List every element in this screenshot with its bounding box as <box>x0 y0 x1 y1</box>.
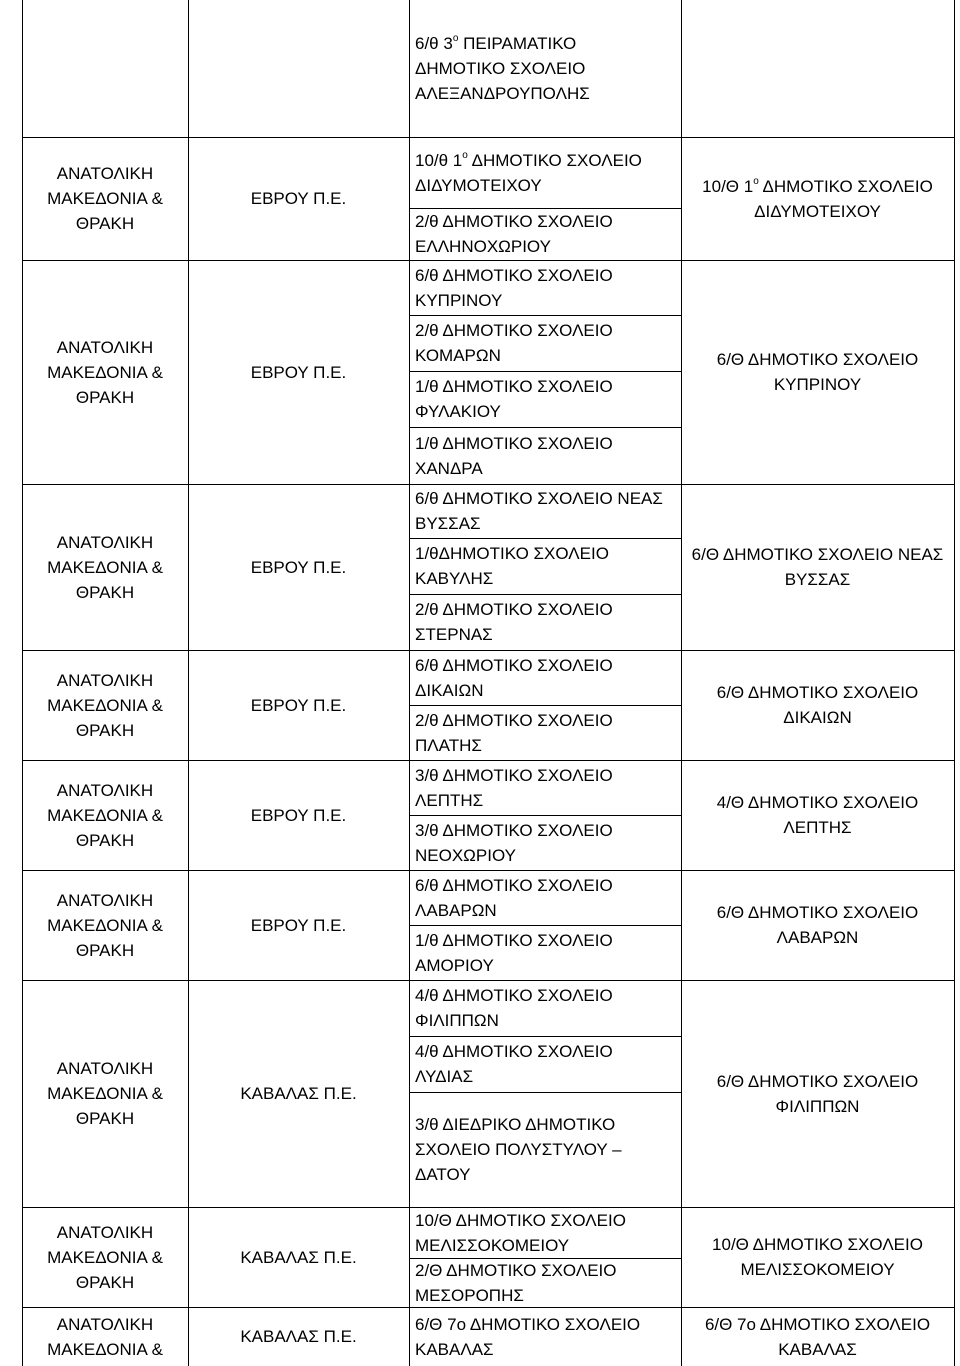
result-cell <box>687 137 948 260</box>
table-rule <box>22 0 23 1366</box>
school-cell <box>415 1092 675 1207</box>
school-cell-line: 1/θ ΔΗΜΟΤΙΚΟ ΣΧΟΛΕΙΟ <box>415 930 613 950</box>
region-cell <box>28 760 182 870</box>
school-cell <box>415 980 675 1036</box>
school-cell-line: ΔΗΜΟΤΙΚΟ ΣΧΟΛΕΙΟ <box>415 59 586 78</box>
unit-label: ΕΒΡΟΥ Π.Ε. <box>250 557 347 577</box>
school-cell <box>415 0 675 137</box>
unit-cell <box>194 1307 403 1366</box>
school-cell <box>415 760 675 815</box>
table-rule <box>681 0 682 1366</box>
unit-cell <box>194 760 403 870</box>
region-cell-line: ΑΝΑΤΟΛΙΚΗ <box>56 1222 154 1242</box>
school-cell-line: 3/θ ΔΙΕΔΡΙΚΟ ΔΗΜΟΤΙΚΟ <box>415 1115 616 1134</box>
school-cell-line: ΣΧΟΛΕΙΟ ΠΟΛΥΣΤΥΛΟΥ – <box>415 1140 622 1159</box>
unit-label: ΕΒΡΟΥ Π.Ε. <box>250 695 347 715</box>
table-rule <box>409 0 410 1366</box>
school-cell-line: 6/θ ΔΗΜΟΤΙΚΟ ΣΧΟΛΕΙΟ <box>415 655 613 675</box>
region-cell <box>28 260 182 484</box>
unit-label: ΕΒΡΟΥ Π.Ε. <box>250 189 347 208</box>
result-cell <box>687 760 948 870</box>
table-rule <box>409 371 681 372</box>
region-cell <box>28 484 182 650</box>
table-rule <box>409 1258 681 1259</box>
school-cell <box>415 1207 675 1258</box>
school-cell-line: 10/Θ ΔΗΜΟΤΙΚΟ ΣΧΟΛΕΙΟ <box>415 1210 626 1230</box>
result-cell-line: ΔΙΔΥΜΟΤΕΙΧΟΥ <box>754 201 881 221</box>
school-cell-line: 4/θ ΔΗΜΟΤΙΚΟ ΣΧΟΛΕΙΟ <box>415 986 613 1005</box>
school-cell <box>415 538 675 594</box>
region-cell-line: ΑΝΑΤΟΛΙΚΗ <box>56 780 154 800</box>
region-cell-line: ΜΑΚΕΔΟΝΙΑ & <box>47 557 163 577</box>
school-cell <box>415 260 675 315</box>
school-cell-line: ΦΙΛΙΠΠΩΝ <box>415 1011 499 1030</box>
school-cell-line: ΛΥΔΙΑΣ <box>415 1067 474 1086</box>
result-cell <box>687 980 948 1207</box>
school-cell-line: ΑΛΕΞΑΝΔΡΟΥΠΟΛΗΣ <box>415 84 590 103</box>
table-rule <box>409 815 681 816</box>
unit-cell <box>194 870 403 980</box>
school-cell-line: 2/Θ ΔΗΜΟΤΙΚΟ ΣΧΟΛΕΙΟ <box>415 1260 617 1280</box>
school-cell-line: 10/θ $1^o$ ΔΗΜΟΤΙΚΟ ΣΧΟΛΕΙΟ <box>415 149 642 170</box>
region-cell-line: ΘΡΑΚΗ <box>75 1109 135 1128</box>
region-cell-line: ΜΑΚΕΔΟΝΙΑ & <box>47 1247 163 1267</box>
result-cell-line: ΚΥΠΡΙΝΟΥ <box>773 375 862 394</box>
school-cell-line: 4/θ ΔΗΜΟΤΙΚΟ ΣΧΟΛΕΙΟ <box>415 1042 613 1061</box>
result-cell-line: 6/Θ ΔΗΜΟΤΙΚΟ ΣΧΟΛΕΙΟ <box>716 683 919 702</box>
region-cell-line: ΑΝΑΤΟΛΙΚΗ <box>56 532 154 552</box>
school-cell-line: ΚΑΒΥΛΗΣ <box>415 569 494 588</box>
school-cell-line: ΚΟΜΑΡΩΝ <box>415 346 501 365</box>
school-cell-line: 2/θ ΔΗΜΟΤΙΚΟ ΣΧΟΛΕΙΟ <box>415 710 613 730</box>
region-cell-line: ΘΡΑΚΗ <box>75 830 135 850</box>
result-cell-line: ΚΑΒΑΛΑΣ <box>778 1339 857 1359</box>
region-cell-line: ΑΝΑΤΟΛΙΚΗ <box>56 670 154 690</box>
school-cell-line: ΝΕΟΧΩΡΙΟΥ <box>415 845 516 865</box>
table-rule <box>409 925 681 926</box>
school-cell-line: ΜΕΣΟΡΟΠΗΣ <box>415 1285 524 1305</box>
unit-cell <box>194 137 403 260</box>
unit-label: ΚΑΒΑΛΑΣ Π.Ε. <box>240 1327 357 1346</box>
table-rule <box>409 594 681 595</box>
unit-cell <box>194 1207 403 1307</box>
result-cell-line: 10/Θ $1^o$ ΔΗΜΟΤΙΚΟ ΣΧΟΛΕΙΟ <box>702 175 933 196</box>
result-cell <box>687 870 948 980</box>
region-cell-line: ΑΝΑΤΟΛΙΚΗ <box>56 1059 154 1078</box>
table-rule <box>409 208 681 209</box>
school-cell-line: ΑΜΟΡΙΟΥ <box>415 955 494 975</box>
school-cell-line: ΕΛΛΗΝΟΧΩΡΙΟΥ <box>415 237 551 256</box>
result-cell <box>687 260 948 484</box>
school-cell-line: 2/θ ΔΗΜΟΤΙΚΟ ΣΧΟΛΕΙΟ <box>415 321 613 340</box>
unit-label: ΕΒΡΟΥ Π.Ε. <box>250 805 347 825</box>
school-cell <box>415 815 675 870</box>
school-cell <box>415 484 675 538</box>
school-cell-line: ΔΑΤΟΥ <box>415 1165 471 1184</box>
region-cell <box>28 980 182 1207</box>
school-cell-line: ΠΛΑΤΗΣ <box>415 735 482 755</box>
table-rule <box>954 0 955 1366</box>
region-cell-line: ΑΝΑΤΟΛΙΚΗ <box>56 890 154 910</box>
school-cell-line: ΦΥΛΑΚΙΟΥ <box>415 402 501 421</box>
result-cell-line: 6/Θ ΔΗΜΟΤΙΚΟ ΣΧΟΛΕΙΟ <box>716 903 919 922</box>
school-cell <box>415 650 675 705</box>
school-cell <box>415 1307 675 1366</box>
school-cell-line: 6/θ ΔΗΜΟΤΙΚΟ ΣΧΟΛΕΙΟ ΝΕΑΣ <box>415 489 663 508</box>
school-cell-line: ΔΙΚΑΙΩΝ <box>415 680 484 700</box>
school-cell-line: 6/θ ΔΗΜΟΤΙΚΟ ΣΧΟΛΕΙΟ <box>415 265 613 285</box>
region-cell-line: ΘΡΑΚΗ <box>75 720 135 740</box>
unit-label: ΚΑΒΑΛΑΣ Π.Ε. <box>240 1247 357 1267</box>
region-cell-line: ΜΑΚΕΔΟΝΙΑ & <box>47 1084 163 1103</box>
region-cell-line: ΑΝΑΤΟΛΙΚΗ <box>56 337 154 357</box>
school-cell-line: 1/θ ΔΗΜΟΤΙΚΟ ΣΧΟΛΕΙΟ <box>415 433 613 453</box>
unit-cell <box>194 650 403 760</box>
region-cell-line: ΜΑΚΕΔΟΝΙΑ & <box>47 695 163 715</box>
school-cell <box>415 705 675 760</box>
region-cell-line: ΜΑΚΕΔΟΝΙΑ & <box>47 189 163 208</box>
school-cell-line: ΔΙΔΥΜΟΤΕΙΧΟΥ <box>415 175 542 195</box>
table-rule <box>409 1092 681 1093</box>
school-cell <box>415 925 675 980</box>
region-cell-line: ΑΝΑΤΟΛΙΚΗ <box>56 1314 154 1334</box>
school-cell-line: 6/Θ 7ο ΔΗΜΟΤΙΚΟ ΣΧΟΛΕΙΟ <box>415 1314 641 1334</box>
region-cell <box>28 870 182 980</box>
table-rule <box>409 427 681 428</box>
school-cell-line: ΒΥΣΣΑΣ <box>415 514 481 533</box>
result-cell-line: 6/Θ ΔΗΜΟΤΙΚΟ ΣΧΟΛΕΙΟ <box>716 350 919 369</box>
result-cell-line: ΜΕΛΙΣΣΟΚΟΜΕΙΟΥ <box>740 1260 895 1279</box>
school-cell <box>415 1036 675 1092</box>
unit-cell <box>194 260 403 484</box>
school-cell <box>415 371 675 427</box>
region-cell-line: ΘΡΑΚΗ <box>75 387 135 407</box>
unit-label: ΕΒΡΟΥ Π.Ε. <box>250 362 347 382</box>
unit-cell <box>194 980 403 1207</box>
result-cell <box>687 484 948 650</box>
school-cell-line: ΛΕΠΤΗΣ <box>415 790 484 810</box>
result-cell <box>687 1207 948 1307</box>
school-cell <box>415 427 675 484</box>
region-cell-line: ΜΑΚΕΔΟΝΙΑ & <box>47 1339 163 1359</box>
region-cell <box>28 1207 182 1307</box>
result-cell-line: ΔΙΚΑΙΩΝ <box>783 708 852 727</box>
school-cell <box>415 594 675 650</box>
school-cell-line: ΚΑΒΑΛΑΣ <box>415 1339 494 1359</box>
table-rule <box>409 315 681 316</box>
school-cell-line: 2/θ ΔΗΜΟΤΙΚΟ ΣΧΟΛΕΙΟ <box>415 600 613 619</box>
result-cell <box>687 1307 948 1366</box>
school-cell-line: 3/θ ΔΗΜΟΤΙΚΟ ΣΧΟΛΕΙΟ <box>415 765 613 785</box>
school-cell-line: 6/θ ΔΗΜΟΤΙΚΟ ΣΧΟΛΕΙΟ <box>415 875 613 895</box>
region-cell-line: ΘΡΑΚΗ <box>75 940 135 960</box>
unit-label: ΕΒΡΟΥ Π.Ε. <box>250 915 347 935</box>
result-cell-line: 6/Θ ΔΗΜΟΤΙΚΟ ΣΧΟΛΕΙΟ <box>716 1071 919 1091</box>
school-cell-line: ΧΑΝΔΡΑ <box>415 458 483 478</box>
region-cell <box>28 650 182 760</box>
table-rule <box>188 0 189 1366</box>
result-cell-line: ΛΑΒΑΡΩΝ <box>776 928 859 947</box>
result-cell-line: ΒΥΣΣΑΣ <box>784 570 851 589</box>
unit-cell <box>194 484 403 650</box>
result-cell-line: 6/Θ 7ο ΔΗΜΟΤΙΚΟ ΣΧΟΛΕΙΟ <box>704 1314 931 1334</box>
region-cell <box>28 137 182 260</box>
result-cell-line: 6/Θ ΔΗΜΟΤΙΚΟ ΣΧΟΛΕΙΟ ΝΕΑΣ <box>691 545 944 564</box>
table-rule <box>409 538 681 539</box>
school-cell <box>415 870 675 925</box>
region-cell-line: ΜΑΚΕΔΟΝΙΑ & <box>47 805 163 825</box>
school-cell-line: 3/θ ΔΗΜΟΤΙΚΟ ΣΧΟΛΕΙΟ <box>415 820 613 840</box>
school-cell-line: ΣΤΕΡΝΑΣ <box>415 625 493 644</box>
school-cell <box>415 1258 675 1307</box>
region-cell <box>28 1307 182 1366</box>
result-cell-line: 4/Θ ΔΗΜΟΤΙΚΟ ΣΧΟΛΕΙΟ <box>716 793 919 812</box>
school-cell-line: 2/θ ΔΗΜΟΤΙΚΟ ΣΧΟΛΕΙΟ <box>415 212 613 231</box>
result-cell-line: ΛΕΠΤΗΣ <box>783 818 852 837</box>
school-cell-line: 1/θ ΔΗΜΟΤΙΚΟ ΣΧΟΛΕΙΟ <box>415 377 613 396</box>
table-rule <box>409 1036 681 1037</box>
school-cell <box>415 208 675 260</box>
region-cell-line: ΑΝΑΤΟΛΙΚΗ <box>56 164 154 183</box>
region-cell-line: ΘΡΑΚΗ <box>75 582 135 602</box>
school-cell-line: ΚΥΠΡΙΝΟΥ <box>415 290 503 310</box>
school-cell-line: 6/θ $3^o$ ΠΕΙΡΑΜΑΤΙΚΟ <box>415 33 577 53</box>
region-cell-line: ΘΡΑΚΗ <box>75 214 135 233</box>
school-cell <box>415 137 675 208</box>
table-rule <box>409 705 681 706</box>
region-cell-line: ΜΑΚΕΔΟΝΙΑ & <box>47 915 163 935</box>
result-cell <box>687 650 948 760</box>
school-cell <box>415 315 675 371</box>
region-cell-line: ΜΑΚΕΔΟΝΙΑ & <box>47 362 163 382</box>
school-cell-line: 1/θΔΗΜΟΤΙΚΟ ΣΧΟΛΕΙΟ <box>415 544 609 563</box>
result-cell-line: ΦΙΛΙΠΠΩΝ <box>775 1096 860 1116</box>
unit-label: ΚΑΒΑΛΑΣ Π.Ε. <box>240 1084 357 1103</box>
region-cell-line: ΘΡΑΚΗ <box>75 1272 135 1292</box>
school-cell-line: ΜΕΛΙΣΣΟΚΟΜΕΙΟΥ <box>415 1235 570 1255</box>
result-cell-line: 10/Θ ΔΗΜΟΤΙΚΟ ΣΧΟΛΕΙΟ <box>712 1235 923 1254</box>
school-cell-line: ΛΑΒΑΡΩΝ <box>415 900 497 920</box>
